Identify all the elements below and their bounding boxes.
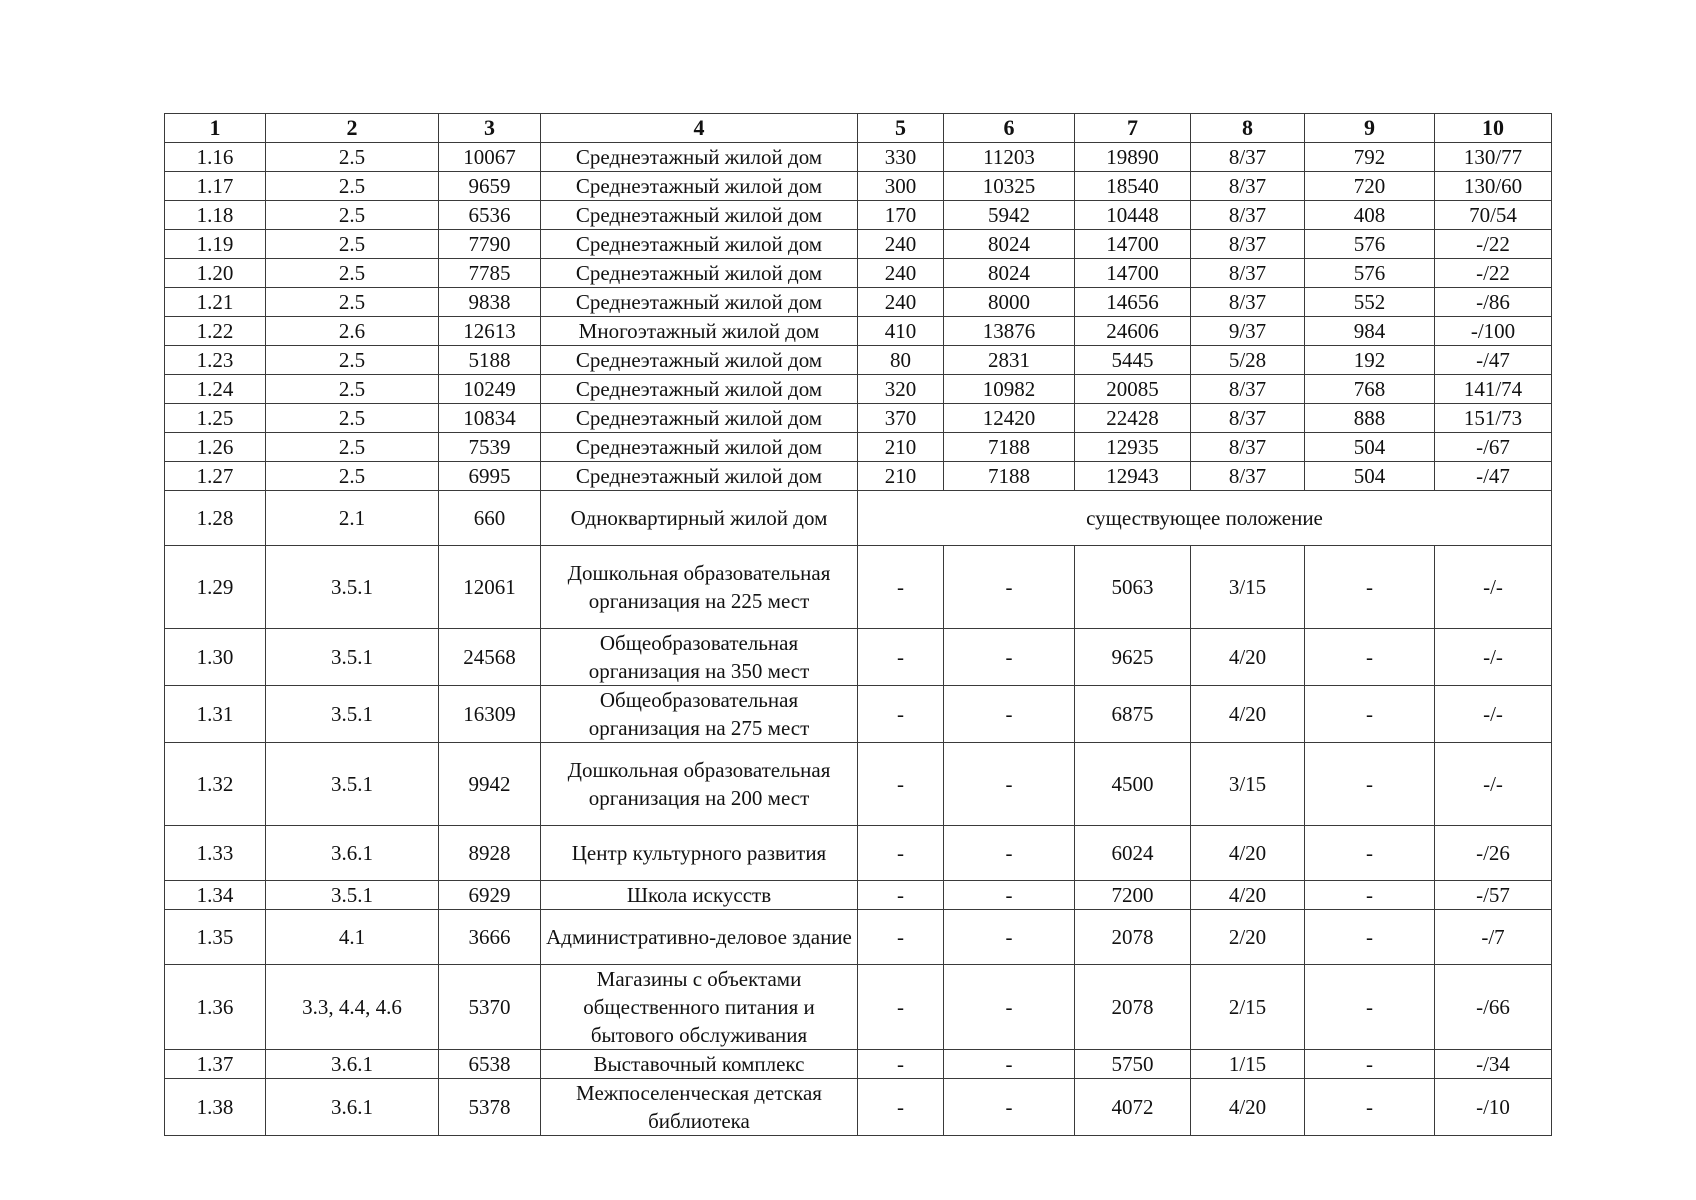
table-cell: 576 (1305, 230, 1435, 259)
table-cell: 4/20 (1191, 629, 1305, 686)
table-cell: - (944, 965, 1075, 1050)
column-header: 4 (541, 114, 858, 143)
table-cell: 9625 (1075, 629, 1191, 686)
table-cell: 8/37 (1191, 172, 1305, 201)
table-cell: 12935 (1075, 433, 1191, 462)
table-cell: 3.5.1 (266, 881, 439, 910)
table-row (165, 743, 1552, 826)
table-cell: 2.5 (266, 404, 439, 433)
table-cell: 1.29 (165, 546, 266, 629)
table-cell: Среднеэтажный жилой дом (541, 346, 858, 375)
table-cell: 141/74 (1435, 375, 1552, 404)
table-cell: 6995 (439, 462, 541, 491)
table-cell: 8/37 (1191, 230, 1305, 259)
table-cell: Магазины с объектами общественного питания и бытового обслуживания (541, 965, 858, 1050)
table-cell: 3/15 (1191, 743, 1305, 826)
table-cell: 5750 (1075, 1050, 1191, 1079)
table-cell: 80 (858, 346, 944, 375)
table-cell: - (858, 1079, 944, 1136)
column-header: 8 (1191, 114, 1305, 143)
table-cell: 768 (1305, 375, 1435, 404)
column-header: 6 (944, 114, 1075, 143)
table-cell: 2.5 (266, 288, 439, 317)
table-cell: 2.5 (266, 259, 439, 288)
table-row (165, 826, 1552, 881)
table-cell: Среднеэтажный жилой дом (541, 288, 858, 317)
table-cell: -/47 (1435, 346, 1552, 375)
table-cell: - (1305, 546, 1435, 629)
table-cell: - (858, 546, 944, 629)
table-cell: 1.34 (165, 881, 266, 910)
table-cell: - (858, 826, 944, 881)
table-cell: 8/37 (1191, 462, 1305, 491)
table-cell: 24606 (1075, 317, 1191, 346)
table-cell: - (858, 965, 944, 1050)
table-row (165, 433, 1552, 462)
table-cell: 576 (1305, 259, 1435, 288)
table-cell: - (858, 1050, 944, 1079)
table-cell: - (944, 629, 1075, 686)
table-row (165, 686, 1552, 743)
table-cell: 1.32 (165, 743, 266, 826)
column-header: 10 (1435, 114, 1552, 143)
table-cell: 12420 (944, 404, 1075, 433)
table-cell: - (1305, 743, 1435, 826)
table-row (165, 1079, 1552, 1136)
table-cell: 240 (858, 259, 944, 288)
table-cell: Одноквартирный жилой дом (541, 491, 858, 546)
table-cell: 1.18 (165, 201, 266, 230)
table-cell: 5378 (439, 1079, 541, 1136)
table-cell: 3.5.1 (266, 686, 439, 743)
table-cell: 2.5 (266, 143, 439, 172)
table-cell: 8000 (944, 288, 1075, 317)
table-cell: -/- (1435, 629, 1552, 686)
table-cell: 720 (1305, 172, 1435, 201)
table-cell: 9659 (439, 172, 541, 201)
table-cell: 1.36 (165, 965, 266, 1050)
table-row (165, 201, 1552, 230)
table-cell: 70/54 (1435, 201, 1552, 230)
table-cell: 14700 (1075, 259, 1191, 288)
table-cell: 3/15 (1191, 546, 1305, 629)
table-cell: Центр культурного развития (541, 826, 858, 881)
table-cell: 22428 (1075, 404, 1191, 433)
table-cell: 3.3, 4.4, 4.6 (266, 965, 439, 1050)
table-cell: - (1305, 629, 1435, 686)
table-cell: 2/20 (1191, 910, 1305, 965)
column-header: 9 (1305, 114, 1435, 143)
table-cell: 170 (858, 201, 944, 230)
table-cell: 2.5 (266, 375, 439, 404)
table-cell: 2/15 (1191, 965, 1305, 1050)
table-cell: 7188 (944, 462, 1075, 491)
table-cell: 2078 (1075, 910, 1191, 965)
table-cell: 408 (1305, 201, 1435, 230)
table-cell: 8928 (439, 826, 541, 881)
table-cell: Среднеэтажный жилой дом (541, 172, 858, 201)
table-cell: 2.1 (266, 491, 439, 546)
table-cell: 1.33 (165, 826, 266, 881)
table-cell: 300 (858, 172, 944, 201)
table-cell: - (1305, 1079, 1435, 1136)
table-cell: 1.17 (165, 172, 266, 201)
table-cell: 14656 (1075, 288, 1191, 317)
table-cell: 24568 (439, 629, 541, 686)
table-cell: 7785 (439, 259, 541, 288)
table-cell: 984 (1305, 317, 1435, 346)
table-cell: 330 (858, 143, 944, 172)
table-cell: - (944, 686, 1075, 743)
table-cell: -/- (1435, 686, 1552, 743)
table-cell: 8/37 (1191, 433, 1305, 462)
table-cell: 192 (1305, 346, 1435, 375)
table-cell: 9942 (439, 743, 541, 826)
table-row (165, 375, 1552, 404)
table-cell: 6538 (439, 1050, 541, 1079)
table-cell: Общеобразовательная организация на 350 мест (541, 629, 858, 686)
column-header: 5 (858, 114, 944, 143)
table-cell: Административно-деловое здание (541, 910, 858, 965)
table-cell: 4500 (1075, 743, 1191, 826)
table-cell: - (944, 881, 1075, 910)
table-cell: 19890 (1075, 143, 1191, 172)
table-cell: 14700 (1075, 230, 1191, 259)
table-cell: 1.22 (165, 317, 266, 346)
table-cell: 4/20 (1191, 686, 1305, 743)
table-cell: - (1305, 686, 1435, 743)
table-cell: 4/20 (1191, 1079, 1305, 1136)
table-cell: 410 (858, 317, 944, 346)
table-row (165, 910, 1552, 965)
table-cell: - (858, 743, 944, 826)
table-cell: -/22 (1435, 230, 1552, 259)
table-cell: - (944, 743, 1075, 826)
table-cell: -/34 (1435, 1050, 1552, 1079)
table-row (165, 346, 1552, 375)
table-cell: 1.28 (165, 491, 266, 546)
table-cell: 2078 (1075, 965, 1191, 1050)
table-cell: 7188 (944, 433, 1075, 462)
table-row (165, 143, 1552, 172)
table-cell: 1.16 (165, 143, 266, 172)
merged-status-cell: существующее положение (858, 491, 1552, 546)
table-cell: 3.6.1 (266, 1079, 439, 1136)
table-cell: 6929 (439, 881, 541, 910)
table-cell: 5445 (1075, 346, 1191, 375)
table-cell: Среднеэтажный жилой дом (541, 404, 858, 433)
table-cell: Среднеэтажный жилой дом (541, 433, 858, 462)
table-cell: - (858, 910, 944, 965)
table-cell: 320 (858, 375, 944, 404)
table-row (165, 259, 1552, 288)
table-cell: 1.26 (165, 433, 266, 462)
table-cell: 552 (1305, 288, 1435, 317)
table-cell: 888 (1305, 404, 1435, 433)
table-cell: -/47 (1435, 462, 1552, 491)
table-cell: - (1305, 826, 1435, 881)
table-cell: Дошкольная образовательная организация на 225 мест (541, 546, 858, 629)
table-cell: - (944, 546, 1075, 629)
table-cell: 6024 (1075, 826, 1191, 881)
table-cell: 8/37 (1191, 375, 1305, 404)
table-cell: 10448 (1075, 201, 1191, 230)
table-cell: 1.20 (165, 259, 266, 288)
table-cell: 1.30 (165, 629, 266, 686)
table-cell: 660 (439, 491, 541, 546)
table-cell: -/66 (1435, 965, 1552, 1050)
table-cell: 370 (858, 404, 944, 433)
table-cell: 1.27 (165, 462, 266, 491)
table-cell: 504 (1305, 462, 1435, 491)
table-row (165, 1050, 1552, 1079)
table-cell: 6536 (439, 201, 541, 230)
table-cell: -/- (1435, 743, 1552, 826)
table-cell: - (944, 910, 1075, 965)
table-cell: 1.35 (165, 910, 266, 965)
table-cell: Среднеэтажный жилой дом (541, 143, 858, 172)
table-row (165, 629, 1552, 686)
table-cell: 5063 (1075, 546, 1191, 629)
table-cell: 10834 (439, 404, 541, 433)
table-cell: 2.5 (266, 433, 439, 462)
table-cell: 210 (858, 462, 944, 491)
table-cell: 3.5.1 (266, 743, 439, 826)
table-cell: 8/37 (1191, 404, 1305, 433)
table-cell: -/100 (1435, 317, 1552, 346)
column-header: 3 (439, 114, 541, 143)
table-cell: 6875 (1075, 686, 1191, 743)
table-cell: 2.5 (266, 462, 439, 491)
table-cell: 2.6 (266, 317, 439, 346)
table-cell: Школа искусств (541, 881, 858, 910)
table-cell: 11203 (944, 143, 1075, 172)
table-cell: - (1305, 1050, 1435, 1079)
table-row (165, 965, 1552, 1050)
header-row (165, 114, 1552, 143)
table-cell: Среднеэтажный жилой дом (541, 462, 858, 491)
table-cell: -/- (1435, 546, 1552, 629)
table-cell: - (1305, 965, 1435, 1050)
table-cell: 12061 (439, 546, 541, 629)
table-cell: - (1305, 910, 1435, 965)
table-cell: - (944, 826, 1075, 881)
table-cell: 7200 (1075, 881, 1191, 910)
table-cell: - (1305, 881, 1435, 910)
table-cell: 1.38 (165, 1079, 266, 1136)
table-cell: 1.31 (165, 686, 266, 743)
table-cell: - (858, 629, 944, 686)
data-table (164, 113, 1552, 1136)
table-cell: 4072 (1075, 1079, 1191, 1136)
table-row (165, 462, 1552, 491)
table-cell: 3666 (439, 910, 541, 965)
table-cell: 1.25 (165, 404, 266, 433)
column-header: 1 (165, 114, 266, 143)
table-cell: -/57 (1435, 881, 1552, 910)
table-cell: 2.5 (266, 230, 439, 259)
table-cell: 4/20 (1191, 881, 1305, 910)
table-row (165, 230, 1552, 259)
table-cell: 8024 (944, 259, 1075, 288)
table-cell: 3.5.1 (266, 629, 439, 686)
table-cell: 3.6.1 (266, 1050, 439, 1079)
table-cell: 2.5 (266, 172, 439, 201)
table-cell: 8/37 (1191, 143, 1305, 172)
table-cell: 3.6.1 (266, 826, 439, 881)
table-cell: 12613 (439, 317, 541, 346)
table-cell: Среднеэтажный жилой дом (541, 259, 858, 288)
table-cell: 4.1 (266, 910, 439, 965)
table-cell: 1.21 (165, 288, 266, 317)
table-cell: -/86 (1435, 288, 1552, 317)
table-cell: Среднеэтажный жилой дом (541, 230, 858, 259)
table-cell: 8024 (944, 230, 1075, 259)
table-cell: Многоэтажный жилой дом (541, 317, 858, 346)
table-cell: 9838 (439, 288, 541, 317)
table-row (165, 172, 1552, 201)
table-cell: Выставочный комплекс (541, 1050, 858, 1079)
table-row (165, 491, 1552, 546)
table-cell: Среднеэтажный жилой дом (541, 375, 858, 404)
column-header: 7 (1075, 114, 1191, 143)
table-cell: 10249 (439, 375, 541, 404)
table-cell: 5/28 (1191, 346, 1305, 375)
table-cell: 210 (858, 433, 944, 462)
table-cell: Среднеэтажный жилой дом (541, 201, 858, 230)
table-cell: 2.5 (266, 201, 439, 230)
table-row (165, 404, 1552, 433)
column-header: 2 (266, 114, 439, 143)
table-cell: -/7 (1435, 910, 1552, 965)
table-cell: 130/60 (1435, 172, 1552, 201)
table-cell: - (944, 1079, 1075, 1136)
table-cell: 7790 (439, 230, 541, 259)
table-cell: 10982 (944, 375, 1075, 404)
table-cell: 2831 (944, 346, 1075, 375)
table-cell: - (944, 1050, 1075, 1079)
table-cell: -/10 (1435, 1079, 1552, 1136)
table-cell: 10325 (944, 172, 1075, 201)
table-cell: 12943 (1075, 462, 1191, 491)
table-row (165, 881, 1552, 910)
table-cell: 13876 (944, 317, 1075, 346)
table-cell: 2.5 (266, 346, 439, 375)
table-cell: 16309 (439, 686, 541, 743)
table-cell: - (858, 881, 944, 910)
table-cell: 5370 (439, 965, 541, 1050)
table-cell: 7539 (439, 433, 541, 462)
table-cell: 240 (858, 288, 944, 317)
table-cell: 20085 (1075, 375, 1191, 404)
table-cell: 8/37 (1191, 259, 1305, 288)
table-cell: 18540 (1075, 172, 1191, 201)
table-cell: 1.37 (165, 1050, 266, 1079)
table-row (165, 546, 1552, 629)
table-body (165, 143, 1552, 1136)
table-cell: -/67 (1435, 433, 1552, 462)
table-cell: 1.24 (165, 375, 266, 404)
table-cell: Общеобразовательная организация на 275 мест (541, 686, 858, 743)
table-cell: 8/37 (1191, 288, 1305, 317)
table-cell: 1.23 (165, 346, 266, 375)
table-cell: 5188 (439, 346, 541, 375)
table-row (165, 317, 1552, 346)
table-cell: -/22 (1435, 259, 1552, 288)
table-cell: 4/20 (1191, 826, 1305, 881)
table-cell: 1.19 (165, 230, 266, 259)
table-cell: 1/15 (1191, 1050, 1305, 1079)
table-cell: 151/73 (1435, 404, 1552, 433)
table-cell: 8/37 (1191, 201, 1305, 230)
table-cell: Межпоселенческая детская библиотека (541, 1079, 858, 1136)
table-cell: - (858, 686, 944, 743)
table-cell: -/26 (1435, 826, 1552, 881)
table-cell: 130/77 (1435, 143, 1552, 172)
table-row (165, 288, 1552, 317)
table-cell: 10067 (439, 143, 541, 172)
table-cell: 240 (858, 230, 944, 259)
table-cell: 5942 (944, 201, 1075, 230)
table-cell: 3.5.1 (266, 546, 439, 629)
table-cell: 504 (1305, 433, 1435, 462)
table-cell: Дошкольная образовательная организация на 200 мест (541, 743, 858, 826)
table-cell: 9/37 (1191, 317, 1305, 346)
table-cell: 792 (1305, 143, 1435, 172)
